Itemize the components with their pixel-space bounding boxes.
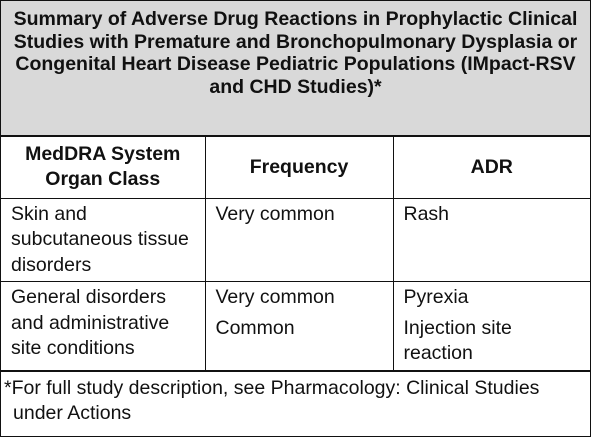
column-header-soc: MedDRA System Organ Class xyxy=(1,137,205,198)
table-row xyxy=(1,282,590,371)
adr-value: Pyrexia xyxy=(403,286,469,308)
adr-value: Injection site reaction xyxy=(403,316,512,364)
header-row xyxy=(1,137,590,198)
adr-value: Rash xyxy=(403,202,450,225)
frequency-value: Very common xyxy=(215,202,335,225)
table-footnote: *For full study description, see Pharmacology: Clinical Studies under Actions xyxy=(4,376,540,424)
adr-cell xyxy=(393,282,590,371)
table-title: Summary of Adverse Drug Reactions in Prophylactic Clinical Studies with Premature and Bronchopulmonary Dysplasia or Congenital Heart Disease Pediatric Populations (IMpact-RSV and CHD Studies)* xyxy=(1,1,590,137)
column-header-adr: ADR xyxy=(393,137,590,198)
soc-cell: Skin and subcutaneous tissue disorders xyxy=(1,198,205,282)
frequency-value: Very common xyxy=(215,286,335,308)
frequency-cell xyxy=(205,282,393,371)
table-row xyxy=(1,198,590,282)
column-header-frequency: Frequency xyxy=(205,137,393,198)
frequency-cell xyxy=(205,198,393,282)
adr-grid xyxy=(1,137,590,372)
frequency-value: Common xyxy=(215,316,295,339)
soc-cell: General disorders and administrative site conditions xyxy=(1,282,205,371)
adr-cell xyxy=(393,198,590,282)
